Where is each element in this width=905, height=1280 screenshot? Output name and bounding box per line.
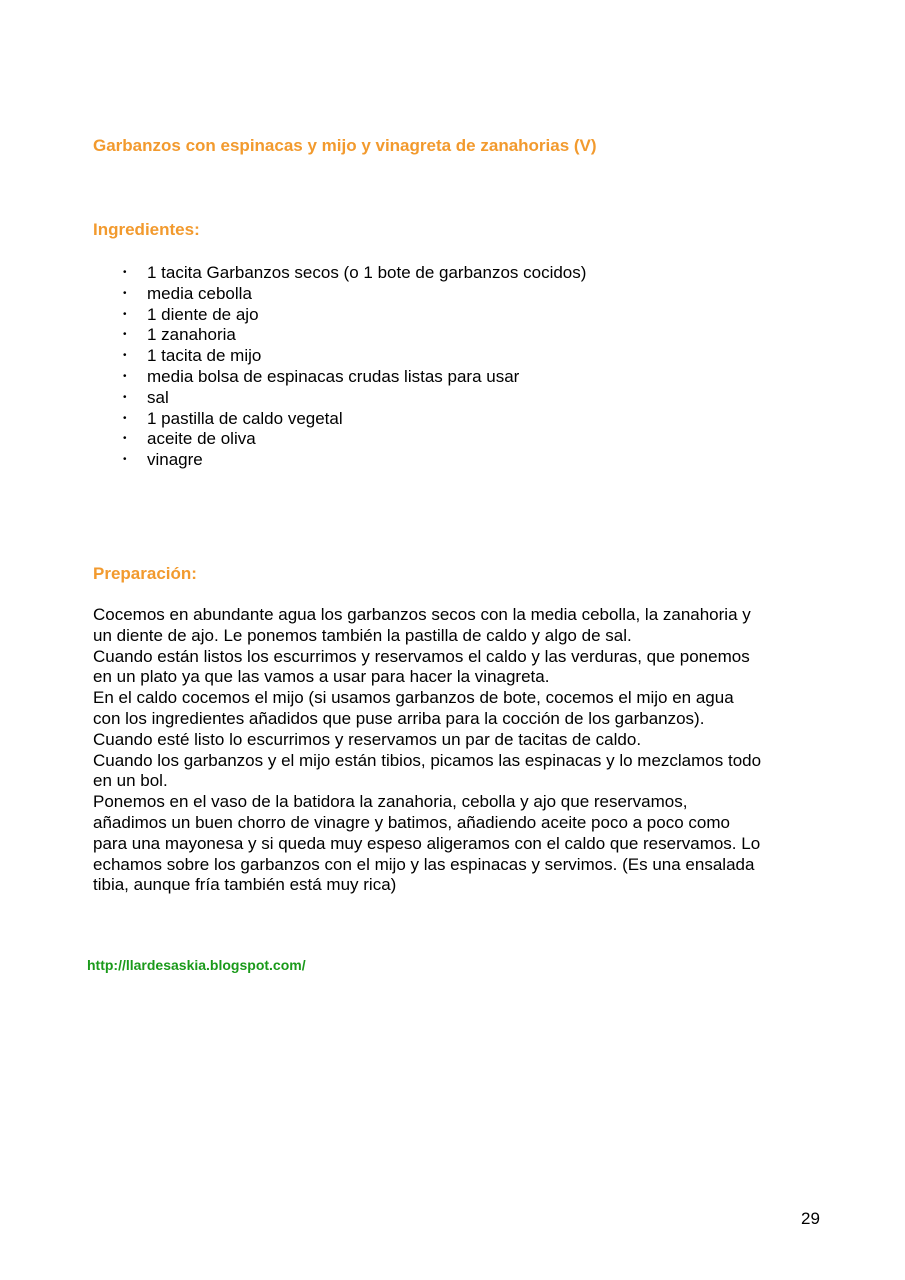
preparation-line: en un plato ya que las vamos a usar para hacer la vinagreta.: [93, 667, 550, 687]
ingredient-text: 1 diente de ajo: [147, 304, 259, 324]
ingredient-item: [123, 346, 586, 367]
ingredient-item: [123, 305, 586, 326]
bullet-icon: •: [123, 287, 127, 299]
preparation-line: Ponemos en el vaso de la batidora la zanahoria, cebolla y ajo que reservamos,: [93, 792, 688, 812]
preparation-line: En el caldo cocemos el mijo (si usamos garbanzos de bote, cocemos el mijo en agua: [93, 688, 734, 708]
ingredient-text: 1 tacita Garbanzos secos (o 1 bote de garbanzos cocidos): [147, 263, 587, 282]
bullet-icon: •: [123, 433, 127, 445]
ingredient-item: [123, 284, 586, 305]
page-number: 29: [801, 1209, 820, 1228]
ingredient-item: [123, 263, 586, 284]
bullet-icon: •: [123, 370, 127, 382]
preparation-text: [93, 605, 823, 896]
ingredients-heading: Ingredientes:: [93, 220, 200, 239]
preparation-line: Cuando esté listo lo escurrimos y reservamos un par de tacitas de caldo.: [93, 729, 642, 749]
ingredient-item: [123, 409, 586, 430]
ingredient-text: 1 tacita de mijo: [147, 346, 262, 366]
recipe-title: Garbanzos con espinacas y mijo y vinagreta de zanahorias (V): [93, 136, 597, 155]
preparation-line: en un bol.: [93, 771, 168, 791]
ingredient-text: media cebolla: [147, 283, 252, 303]
ingredient-item: [123, 429, 586, 450]
preparation-heading: Preparación:: [93, 564, 197, 583]
preparation-line: echamos sobre los garbanzos con el mijo y las espinacas y servimos. (Es una ensalada: [93, 854, 755, 874]
preparation-line: tibia, aunque fría también está muy rica): [93, 875, 397, 895]
blog-source-link[interactable]: http://llardesaskia.blogspot.com/: [87, 957, 306, 973]
ingredient-text: aceite de oliva: [147, 429, 256, 449]
ingredient-text: vinagre: [147, 450, 203, 470]
ingredient-text: 1 pastilla de caldo vegetal: [147, 408, 343, 428]
bullet-icon: •: [123, 412, 127, 424]
ingredient-text: sal: [147, 387, 169, 407]
preparation-line: Cuando los garbanzos y el mijo están tibios, picamos las espinacas y lo mezclamos todo: [93, 750, 762, 770]
preparation-line: Cuando están listos los escurrimos y reservamos el caldo y las verduras, que ponemos: [93, 646, 750, 666]
bullet-icon: •: [123, 454, 127, 466]
preparation-line: Cocemos en abundante agua los garbanzos secos con la media cebolla, la zanahoria y: [93, 605, 751, 624]
preparation-line: con los ingredientes añadidos que puse arriba para la cocción de los garbanzos).: [93, 708, 705, 728]
bullet-icon: •: [123, 329, 127, 341]
ingredients-list: [123, 263, 586, 471]
bullet-icon: •: [123, 308, 127, 320]
ingredient-item: [123, 388, 586, 409]
ingredient-item: [123, 325, 586, 346]
bullet-icon: •: [123, 267, 127, 278]
ingredient-text: media bolsa de espinacas crudas listas para usar: [147, 366, 520, 386]
ingredient-item: [123, 450, 586, 471]
ingredient-text: 1 zanahoria: [147, 325, 236, 345]
preparation-line: añadimos un buen chorro de vinagre y batimos, añadiendo aceite poco a poco como: [93, 812, 730, 832]
bullet-icon: •: [123, 350, 127, 362]
preparation-line: para una mayonesa y si queda muy espeso aligeramos con el caldo que reservamos. Lo: [93, 833, 761, 853]
ingredient-item: [123, 367, 586, 388]
bullet-icon: •: [123, 391, 127, 403]
preparation-line: un diente de ajo. Le ponemos también la pastilla de caldo y algo de sal.: [93, 625, 632, 645]
